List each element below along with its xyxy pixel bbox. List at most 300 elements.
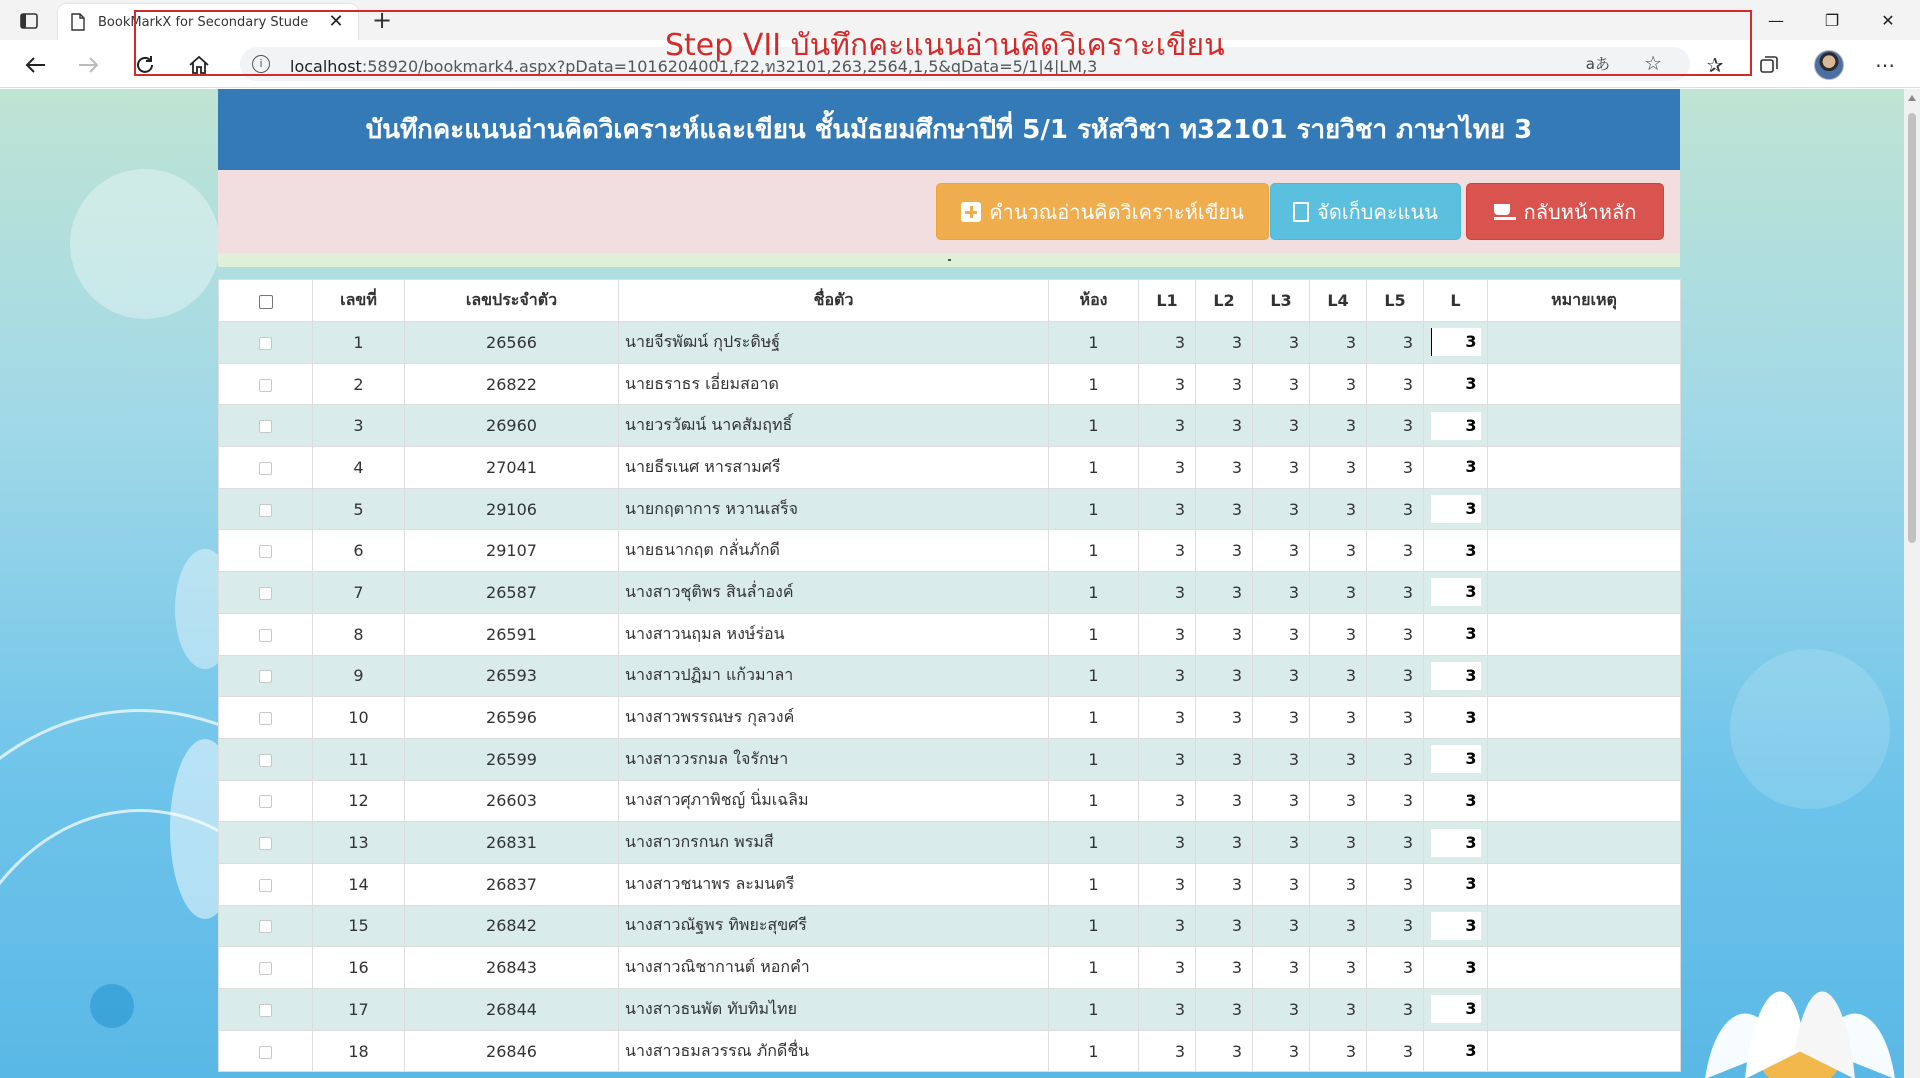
cell-note bbox=[1488, 780, 1681, 822]
cell-l5: 3 bbox=[1367, 572, 1424, 614]
cell-select bbox=[219, 322, 313, 364]
cell-no: 4 bbox=[313, 447, 405, 489]
table-row bbox=[219, 488, 1681, 530]
cell-room: 1 bbox=[1049, 655, 1139, 697]
cell-l1: 3 bbox=[1139, 322, 1196, 364]
l-score-input[interactable]: 3 bbox=[1431, 787, 1481, 815]
cell-l2: 3 bbox=[1196, 613, 1253, 655]
cell-l3: 3 bbox=[1253, 613, 1310, 655]
cell-l2: 3 bbox=[1196, 572, 1253, 614]
table-row bbox=[219, 822, 1681, 864]
cell-l5: 3 bbox=[1367, 405, 1424, 447]
cell-l2: 3 bbox=[1196, 488, 1253, 530]
row-checkbox[interactable] bbox=[259, 1046, 272, 1059]
collections-icon[interactable] bbox=[1754, 50, 1784, 80]
cell-name: นายธีรเนศ หารสามศรี bbox=[619, 447, 1049, 489]
cell-l5: 3 bbox=[1367, 863, 1424, 905]
cell-l1: 3 bbox=[1139, 405, 1196, 447]
cell-select bbox=[219, 697, 313, 739]
cell-student-id: 26593 bbox=[405, 655, 619, 697]
cell-no: 5 bbox=[313, 488, 405, 530]
table-row bbox=[219, 697, 1681, 739]
table-row bbox=[219, 322, 1681, 364]
table-row bbox=[219, 905, 1681, 947]
cell-l4: 3 bbox=[1310, 447, 1367, 489]
header-note: หมายเหตุ bbox=[1488, 280, 1681, 322]
page-background bbox=[0, 89, 1904, 1078]
cell-name: นางสาวกรกนก พรมสี bbox=[619, 822, 1049, 864]
back-home-button-label: กลับหน้าหลัก bbox=[1523, 199, 1637, 224]
cell-l bbox=[1424, 697, 1488, 739]
calculate-button-label: คำนวณอ่านคิดวิเคราะห์เขียน bbox=[989, 199, 1244, 224]
cell-note bbox=[1488, 447, 1681, 489]
tab-actions-icon[interactable] bbox=[16, 8, 42, 34]
favorites-icon[interactable]: ✰ bbox=[1706, 53, 1724, 77]
new-tab-icon[interactable]: + bbox=[371, 6, 393, 34]
cell-note bbox=[1488, 822, 1681, 864]
cell-note bbox=[1488, 363, 1681, 405]
cell-no: 12 bbox=[313, 780, 405, 822]
restore-icon[interactable]: ❐ bbox=[1824, 10, 1840, 30]
table-row bbox=[219, 572, 1681, 614]
cell-name: นางสาวธมลวรรณ ภักดีชื่น bbox=[619, 1030, 1049, 1072]
more-menu-icon[interactable]: ⋯ bbox=[1875, 53, 1895, 77]
header-name: ชื่อตัว bbox=[619, 280, 1049, 322]
cell-l4: 3 bbox=[1310, 738, 1367, 780]
cell-l4: 3 bbox=[1310, 989, 1367, 1031]
cell-student-id: 26822 bbox=[405, 363, 619, 405]
cell-l3: 3 bbox=[1253, 530, 1310, 572]
cell-student-id: 26846 bbox=[405, 1030, 619, 1072]
cell-l3: 3 bbox=[1253, 780, 1310, 822]
cell-note bbox=[1488, 655, 1681, 697]
cell-l1: 3 bbox=[1139, 947, 1196, 989]
cell-room: 1 bbox=[1049, 405, 1139, 447]
tab-close-icon[interactable]: ✕ bbox=[328, 11, 344, 32]
cell-l2: 3 bbox=[1196, 905, 1253, 947]
l-score-input[interactable]: 3 bbox=[1431, 870, 1481, 898]
table-row bbox=[219, 738, 1681, 780]
cell-no: 9 bbox=[313, 655, 405, 697]
cell-note bbox=[1488, 322, 1681, 364]
select-all-cell bbox=[219, 280, 313, 322]
cell-l4: 3 bbox=[1310, 905, 1367, 947]
cell-l1: 3 bbox=[1139, 488, 1196, 530]
l-score-input[interactable]: 3 bbox=[1431, 829, 1481, 857]
cell-l1: 3 bbox=[1139, 905, 1196, 947]
row-checkbox[interactable] bbox=[259, 462, 272, 475]
cell-student-id: 26960 bbox=[405, 405, 619, 447]
cell-select bbox=[219, 780, 313, 822]
cell-room: 1 bbox=[1049, 1030, 1139, 1072]
row-checkbox[interactable] bbox=[259, 629, 272, 642]
cell-select bbox=[219, 738, 313, 780]
cell-l5: 3 bbox=[1367, 488, 1424, 530]
cell-l3: 3 bbox=[1253, 905, 1310, 947]
cell-l1: 3 bbox=[1139, 863, 1196, 905]
site-info-icon[interactable]: i bbox=[252, 55, 270, 73]
cell-name: นางสาวณิชากานต์ หอกคำ bbox=[619, 947, 1049, 989]
cell-l2: 3 bbox=[1196, 697, 1253, 739]
header-no: เลขที่ bbox=[313, 280, 405, 322]
cell-select bbox=[219, 947, 313, 989]
cell-select bbox=[219, 530, 313, 572]
cell-l1: 3 bbox=[1139, 447, 1196, 489]
page-header bbox=[218, 89, 1680, 170]
cell-l3: 3 bbox=[1253, 738, 1310, 780]
cell-l4: 3 bbox=[1310, 822, 1367, 864]
l-score-input[interactable]: 3 bbox=[1431, 662, 1481, 690]
cell-room: 1 bbox=[1049, 530, 1139, 572]
cell-l2: 3 bbox=[1196, 447, 1253, 489]
page-scrollbar[interactable] bbox=[1904, 89, 1920, 1078]
cell-l2: 3 bbox=[1196, 363, 1253, 405]
cell-note bbox=[1488, 738, 1681, 780]
table-row bbox=[219, 947, 1681, 989]
profile-avatar[interactable] bbox=[1814, 50, 1844, 80]
header-l1: L1 bbox=[1139, 280, 1196, 322]
cell-student-id: 26599 bbox=[405, 738, 619, 780]
cell-l5: 3 bbox=[1367, 447, 1424, 489]
cell-room: 1 bbox=[1049, 947, 1139, 989]
table-row bbox=[219, 863, 1681, 905]
cell-note bbox=[1488, 488, 1681, 530]
cell-student-id: 26842 bbox=[405, 905, 619, 947]
cell-select bbox=[219, 572, 313, 614]
cell-l bbox=[1424, 447, 1488, 489]
cell-student-id: 26596 bbox=[405, 697, 619, 739]
cell-no: 2 bbox=[313, 363, 405, 405]
coffee-cup-icon bbox=[1494, 204, 1516, 220]
cell-name: นายกฤตาการ หวานเสร็จ bbox=[619, 488, 1049, 530]
table-row bbox=[219, 1030, 1681, 1072]
cell-room: 1 bbox=[1049, 738, 1139, 780]
cell-l bbox=[1424, 1030, 1488, 1072]
header-l2: L2 bbox=[1196, 280, 1253, 322]
cell-name: นายวรวัฒน์ นาคสัมฤทธิ์ bbox=[619, 405, 1049, 447]
cell-l5: 3 bbox=[1367, 989, 1424, 1031]
l-score-input[interactable]: 3 bbox=[1431, 995, 1481, 1023]
cell-l3: 3 bbox=[1253, 322, 1310, 364]
cell-l4: 3 bbox=[1310, 488, 1367, 530]
l-score-input[interactable]: 3 bbox=[1431, 912, 1481, 940]
calculate-button[interactable] bbox=[936, 183, 1269, 240]
strip-dot bbox=[948, 259, 951, 261]
action-toolbar bbox=[218, 170, 1680, 253]
read-aloud-icon[interactable]: aあ bbox=[1585, 55, 1610, 73]
l-score-input[interactable]: 3 bbox=[1431, 704, 1481, 732]
cell-note bbox=[1488, 905, 1681, 947]
cell-l2: 3 bbox=[1196, 1030, 1253, 1072]
cell-no: 10 bbox=[313, 697, 405, 739]
forward-icon[interactable] bbox=[74, 50, 104, 80]
cell-no: 3 bbox=[313, 405, 405, 447]
cell-l bbox=[1424, 488, 1488, 530]
url-host: localhost bbox=[290, 57, 362, 76]
cell-l4: 3 bbox=[1310, 780, 1367, 822]
save-scores-button-label: จัดเก็บคะแนน bbox=[1317, 199, 1438, 224]
cell-l bbox=[1424, 572, 1488, 614]
cell-l4: 3 bbox=[1310, 697, 1367, 739]
plus-square-icon bbox=[961, 202, 981, 222]
cell-no: 1 bbox=[313, 322, 405, 364]
cell-l4: 3 bbox=[1310, 530, 1367, 572]
cell-l3: 3 bbox=[1253, 447, 1310, 489]
cell-l2: 3 bbox=[1196, 530, 1253, 572]
cell-note bbox=[1488, 1030, 1681, 1072]
cell-note bbox=[1488, 863, 1681, 905]
cell-l2: 3 bbox=[1196, 655, 1253, 697]
cell-l bbox=[1424, 530, 1488, 572]
l-score-input[interactable]: 3 bbox=[1431, 453, 1481, 481]
cell-student-id: 26844 bbox=[405, 989, 619, 1031]
cell-l5: 3 bbox=[1367, 363, 1424, 405]
cell-name: นางสาวธนพัต ทับทิมไทย bbox=[619, 989, 1049, 1031]
page-title: บันทึกคะแนนอ่านคิดวิเคราะห์และเขียน ชั้นมัธยมศึกษาปีที่ 5/1 รหัสวิชา ท32101 รายวิชา ภาษาไทย 3 bbox=[365, 115, 1533, 145]
header-room: ห้อง bbox=[1049, 280, 1139, 322]
cell-l3: 3 bbox=[1253, 697, 1310, 739]
table-row bbox=[219, 780, 1681, 822]
cell-name: นางสาวปฏิมา แก้วมาลา bbox=[619, 655, 1049, 697]
cell-l1: 3 bbox=[1139, 1030, 1196, 1072]
cell-select bbox=[219, 989, 313, 1031]
cell-no: 15 bbox=[313, 905, 405, 947]
l-score-input[interactable]: 3 bbox=[1431, 328, 1481, 356]
cell-l bbox=[1424, 738, 1488, 780]
add-favorite-icon[interactable]: ☆ bbox=[1644, 51, 1662, 75]
cell-select bbox=[219, 363, 313, 405]
cell-no: 14 bbox=[313, 863, 405, 905]
cell-student-id: 29106 bbox=[405, 488, 619, 530]
row-checkbox[interactable] bbox=[259, 420, 272, 433]
cell-l4: 3 bbox=[1310, 947, 1367, 989]
cell-l4: 3 bbox=[1310, 1030, 1367, 1072]
cell-note bbox=[1488, 697, 1681, 739]
cell-l4: 3 bbox=[1310, 572, 1367, 614]
annotation-text: Step VII บันทึกคะแนนอ่านคิดวิเคราะเขียน bbox=[665, 28, 1225, 63]
cell-note bbox=[1488, 947, 1681, 989]
cell-l1: 3 bbox=[1139, 363, 1196, 405]
row-checkbox[interactable] bbox=[259, 837, 272, 850]
cell-room: 1 bbox=[1049, 697, 1139, 739]
cell-l3: 3 bbox=[1253, 363, 1310, 405]
row-checkbox[interactable] bbox=[259, 504, 272, 517]
table-row bbox=[219, 989, 1681, 1031]
cell-l1: 3 bbox=[1139, 572, 1196, 614]
l-score-input[interactable]: 3 bbox=[1431, 1037, 1481, 1065]
cell-no: 18 bbox=[313, 1030, 405, 1072]
row-checkbox[interactable] bbox=[259, 879, 272, 892]
cell-name: นางสาวศุภาพิชญ์ นิ่มเฉลิม bbox=[619, 780, 1049, 822]
l-score-input[interactable]: 3 bbox=[1431, 954, 1481, 982]
row-checkbox[interactable] bbox=[259, 962, 272, 975]
l-score-input[interactable]: 3 bbox=[1431, 495, 1481, 523]
row-checkbox[interactable] bbox=[259, 1004, 272, 1017]
cell-name: นางสาวพรรณษร กุลวงค์ bbox=[619, 697, 1049, 739]
cell-student-id: 26831 bbox=[405, 822, 619, 864]
row-checkbox[interactable] bbox=[259, 920, 272, 933]
back-home-button[interactable] bbox=[1466, 183, 1664, 240]
cell-select bbox=[219, 1030, 313, 1072]
cell-room: 1 bbox=[1049, 447, 1139, 489]
cell-l3: 3 bbox=[1253, 405, 1310, 447]
l-score-input[interactable]: 3 bbox=[1431, 537, 1481, 565]
cell-room: 1 bbox=[1049, 488, 1139, 530]
cell-student-id: 26587 bbox=[405, 572, 619, 614]
cell-l1: 3 bbox=[1139, 780, 1196, 822]
table-row bbox=[219, 447, 1681, 489]
cell-l2: 3 bbox=[1196, 947, 1253, 989]
cell-room: 1 bbox=[1049, 322, 1139, 364]
cell-l3: 3 bbox=[1253, 947, 1310, 989]
cell-room: 1 bbox=[1049, 572, 1139, 614]
tab-title: BookMarkX for Secondary Stude bbox=[98, 14, 309, 30]
cell-l bbox=[1424, 655, 1488, 697]
cell-l1: 3 bbox=[1139, 697, 1196, 739]
header-l: L bbox=[1424, 280, 1488, 322]
cell-l1: 3 bbox=[1139, 613, 1196, 655]
cell-no: 7 bbox=[313, 572, 405, 614]
cell-l2: 3 bbox=[1196, 322, 1253, 364]
cell-select bbox=[219, 447, 313, 489]
cell-l2: 3 bbox=[1196, 738, 1253, 780]
cell-note bbox=[1488, 989, 1681, 1031]
cell-student-id: 26603 bbox=[405, 780, 619, 822]
cell-student-id: 27041 bbox=[405, 447, 619, 489]
scroll-up-icon[interactable] bbox=[1908, 95, 1916, 101]
url-path: :58920/bookmark4.aspx?pData=1016204001,f22,ท32101,263,2564,1,5&qData=5/1|4|LM,3 bbox=[361, 57, 1098, 76]
cell-room: 1 bbox=[1049, 822, 1139, 864]
cell-select bbox=[219, 905, 313, 947]
cell-name: นายธราธร เอี่ยมสอาด bbox=[619, 363, 1049, 405]
cell-select bbox=[219, 655, 313, 697]
table-header-row bbox=[219, 280, 1681, 322]
cell-room: 1 bbox=[1049, 989, 1139, 1031]
l-score-input[interactable]: 3 bbox=[1431, 412, 1481, 440]
header-l4: L4 bbox=[1310, 280, 1367, 322]
cell-l4: 3 bbox=[1310, 363, 1367, 405]
table-row bbox=[219, 405, 1681, 447]
table-row bbox=[219, 530, 1681, 572]
cell-l5: 3 bbox=[1367, 822, 1424, 864]
row-checkbox[interactable] bbox=[259, 379, 272, 392]
row-checkbox[interactable] bbox=[259, 712, 272, 725]
cell-l1: 3 bbox=[1139, 738, 1196, 780]
cell-room: 1 bbox=[1049, 363, 1139, 405]
save-scores-button[interactable] bbox=[1270, 183, 1461, 240]
cell-l1: 3 bbox=[1139, 530, 1196, 572]
cell-l5: 3 bbox=[1367, 530, 1424, 572]
cell-l1: 3 bbox=[1139, 989, 1196, 1031]
cell-no: 8 bbox=[313, 613, 405, 655]
window-close-icon[interactable]: ✕ bbox=[1881, 10, 1895, 30]
cell-l bbox=[1424, 989, 1488, 1031]
row-checkbox[interactable] bbox=[259, 337, 272, 350]
cell-l bbox=[1424, 363, 1488, 405]
cell-l3: 3 bbox=[1253, 863, 1310, 905]
row-checkbox[interactable] bbox=[259, 670, 272, 683]
lotus-decoration bbox=[1685, 949, 1904, 1078]
cell-no: 11 bbox=[313, 738, 405, 780]
cell-l5: 3 bbox=[1367, 780, 1424, 822]
cell-l4: 3 bbox=[1310, 322, 1367, 364]
cell-l3: 3 bbox=[1253, 655, 1310, 697]
cell-l5: 3 bbox=[1367, 947, 1424, 989]
cell-room: 1 bbox=[1049, 863, 1139, 905]
cell-note bbox=[1488, 530, 1681, 572]
back-icon[interactable] bbox=[20, 50, 50, 80]
cell-l5: 3 bbox=[1367, 905, 1424, 947]
file-icon bbox=[1293, 202, 1309, 222]
header-student-id: เลขประจำตัว bbox=[405, 280, 619, 322]
decor-bubble bbox=[1730, 649, 1890, 809]
cell-note bbox=[1488, 405, 1681, 447]
cell-l4: 3 bbox=[1310, 405, 1367, 447]
row-checkbox[interactable] bbox=[259, 754, 272, 767]
l-score-input[interactable]: 3 bbox=[1431, 370, 1481, 398]
cell-l5: 3 bbox=[1367, 613, 1424, 655]
row-checkbox[interactable] bbox=[259, 587, 272, 600]
select-all-checkbox[interactable] bbox=[259, 295, 273, 309]
cell-name: นางสาวชุติพร สินล่ำองค์ bbox=[619, 572, 1049, 614]
content-panel bbox=[218, 89, 1680, 1078]
cell-name: นางสาววรกมล ใจรักษา bbox=[619, 738, 1049, 780]
scrollbar-thumb[interactable] bbox=[1908, 113, 1916, 543]
cell-l3: 3 bbox=[1253, 822, 1310, 864]
row-checkbox[interactable] bbox=[259, 545, 272, 558]
header-l5: L5 bbox=[1367, 280, 1424, 322]
cell-room: 1 bbox=[1049, 613, 1139, 655]
cell-select bbox=[219, 405, 313, 447]
cell-l2: 3 bbox=[1196, 405, 1253, 447]
cell-student-id: 26591 bbox=[405, 613, 619, 655]
cell-name: นายธนากฤต กลั่นภักดี bbox=[619, 530, 1049, 572]
cell-select bbox=[219, 863, 313, 905]
cell-name: นายจีรพัฒน์ กุประดิษฐ์ bbox=[619, 322, 1049, 364]
l-score-input[interactable]: 3 bbox=[1431, 745, 1481, 773]
cell-l2: 3 bbox=[1196, 780, 1253, 822]
table-row bbox=[219, 363, 1681, 405]
cell-l bbox=[1424, 613, 1488, 655]
cell-l2: 3 bbox=[1196, 863, 1253, 905]
cell-student-id: 26837 bbox=[405, 863, 619, 905]
cell-student-id: 29107 bbox=[405, 530, 619, 572]
minimize-icon[interactable]: — bbox=[1768, 10, 1784, 30]
cell-l3: 3 bbox=[1253, 488, 1310, 530]
cell-l4: 3 bbox=[1310, 655, 1367, 697]
l-score-input[interactable]: 3 bbox=[1431, 620, 1481, 648]
cell-l5: 3 bbox=[1367, 697, 1424, 739]
cell-l bbox=[1424, 822, 1488, 864]
decor-bubble bbox=[70, 169, 220, 319]
page-icon bbox=[70, 13, 86, 31]
cell-name: นางสาวนฤมล หงษ์ร่อน bbox=[619, 613, 1049, 655]
cell-l4: 3 bbox=[1310, 613, 1367, 655]
cell-select bbox=[219, 613, 313, 655]
cell-name: นางสาวณัฐพร ทิพยะสุขศรี bbox=[619, 905, 1049, 947]
cell-l2: 3 bbox=[1196, 822, 1253, 864]
cell-l5: 3 bbox=[1367, 322, 1424, 364]
header-l3: L3 bbox=[1253, 280, 1310, 322]
cell-note bbox=[1488, 613, 1681, 655]
row-checkbox[interactable] bbox=[259, 795, 272, 808]
cell-l5: 3 bbox=[1367, 738, 1424, 780]
score-table-body bbox=[219, 322, 1681, 1072]
cell-l3: 3 bbox=[1253, 989, 1310, 1031]
cell-l1: 3 bbox=[1139, 822, 1196, 864]
cell-l4: 3 bbox=[1310, 863, 1367, 905]
l-score-input[interactable]: 3 bbox=[1431, 578, 1481, 606]
